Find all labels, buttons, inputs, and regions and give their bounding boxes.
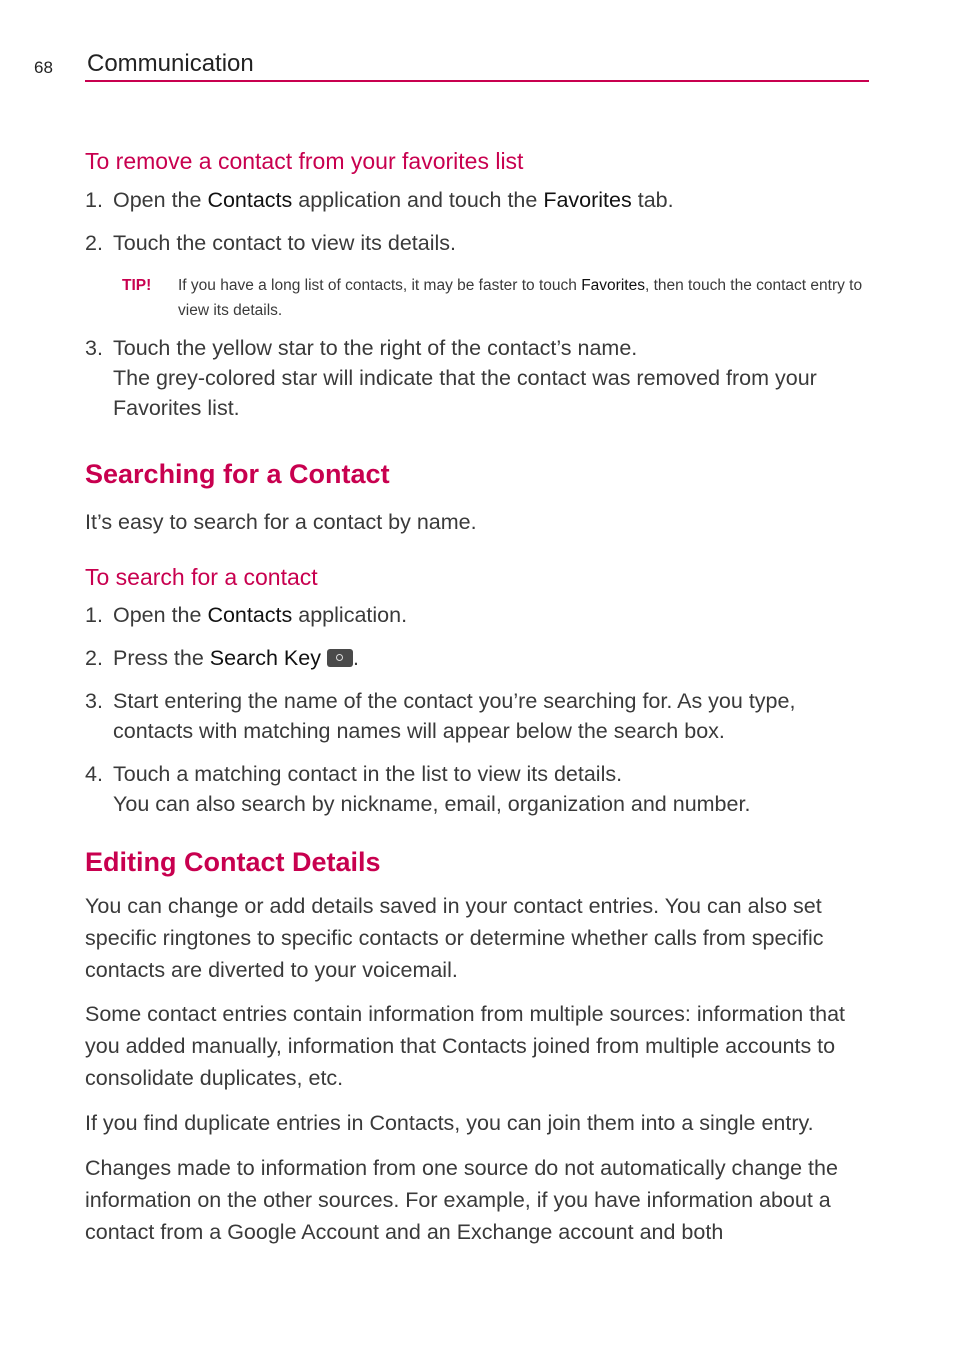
- editing-paragraph-2: Some contact entries contain information from multiple sources: information that you added manually, information that Contacts joined from multiple accounts to consolidate duplicates, etc.: [85, 1002, 846, 1090]
- contacts-term: Contacts: [207, 603, 293, 627]
- step-text: tab.: [631, 188, 674, 212]
- remove-step-2: [85, 228, 875, 258]
- tip-text: If you have a long list of contacts, it may be faster to touch: [178, 277, 582, 294]
- step-number: 2.: [85, 231, 103, 255]
- step-text: .: [352, 646, 359, 670]
- step-number: 3.: [85, 336, 103, 360]
- step-text: Touch the yellow star to the right of the contact’s name.: [113, 336, 638, 360]
- step-text: Start entering the name of the contact you’re searching for. As you type, contacts with matching names will appear below the search box.: [113, 689, 796, 743]
- page-number: 68: [34, 58, 53, 77]
- search-step-3: [85, 686, 875, 746]
- step-text: Press the: [113, 646, 210, 670]
- step-number: 3.: [85, 689, 103, 713]
- remove-step-1: [85, 185, 875, 215]
- step-text: Open the: [113, 188, 208, 212]
- step-text: Touch a matching contact in the list to view its details.: [113, 762, 623, 786]
- section-title: Communication: [87, 50, 254, 77]
- favorites-term: Favorites: [581, 277, 645, 294]
- search-key-term: Search Key: [209, 646, 321, 670]
- step-text: application.: [292, 603, 408, 627]
- editing-paragraph-4: Changes made to information from one source do not automatically change the information on the other sources. For example, if you have information about a contact from a Google Account and an Exchange account and both: [85, 1156, 838, 1244]
- step-number: 1.: [85, 188, 103, 212]
- search-subheading: To search for a contact: [85, 564, 318, 590]
- search-key-icon: [327, 649, 353, 667]
- editing-paragraph-1: You can change or add details saved in your contact entries. You can also set specific ringtones to specific contacts or determine whether calls from specific contacts are diverted to your voicemail.: [85, 894, 824, 982]
- tip-text: , then touch the contact entry to view its details.: [178, 277, 863, 319]
- search-step-1: [85, 600, 875, 630]
- search-step-2: [85, 643, 875, 673]
- page-content: [85, 148, 875, 1248]
- searching-intro: It’s easy to search for a contact by name.: [85, 510, 477, 534]
- step-text: application and touch the: [292, 188, 544, 212]
- editing-paragraph-3: If you find duplicate entries in Contacts, you can join them into a single entry.: [85, 1111, 814, 1135]
- header-rule: [85, 80, 869, 82]
- tip-box: [122, 273, 875, 323]
- step-text: You can also search by nickname, email, organization and number.: [113, 792, 751, 816]
- editing-heading: Editing Contact Details: [85, 847, 381, 877]
- remove-step-3: [85, 333, 875, 423]
- step-text: Touch the contact to view its details.: [113, 231, 456, 255]
- contacts-term: Contacts: [207, 188, 293, 212]
- step-number: 1.: [85, 603, 103, 627]
- remove-favorite-subheading: To remove a contact from your favorites list: [85, 148, 524, 174]
- step-number: 2.: [85, 646, 103, 670]
- searching-heading: Searching for a Contact: [85, 459, 390, 489]
- tip-label: TIP!: [122, 277, 152, 294]
- step-text: The grey-colored star will indicate that the contact was removed from your Favorites list.: [113, 366, 817, 420]
- search-step-4: [85, 759, 875, 819]
- step-number: 4.: [85, 762, 103, 786]
- step-text: Open the: [113, 603, 208, 627]
- favorites-term: Favorites: [543, 188, 632, 212]
